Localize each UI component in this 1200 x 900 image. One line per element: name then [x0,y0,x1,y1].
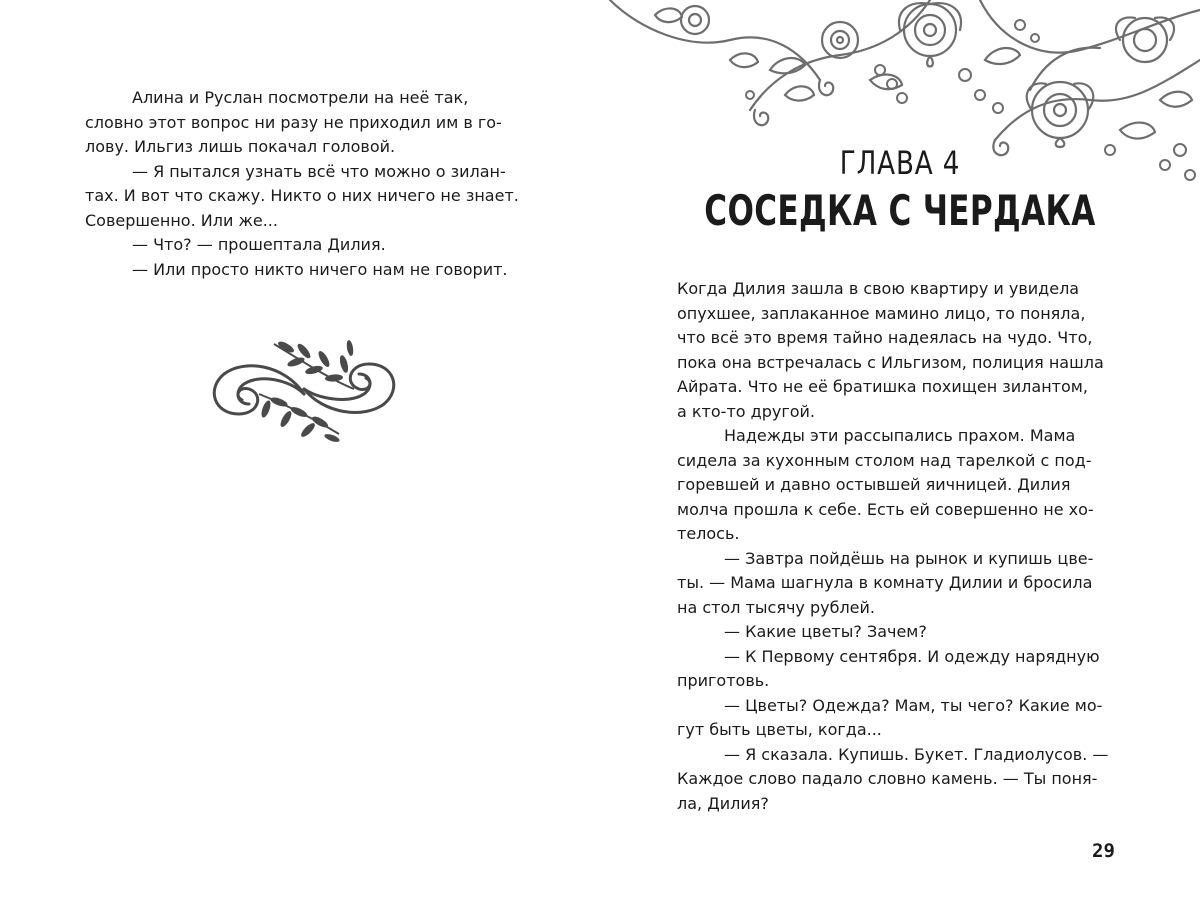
left-paragraph-1: Алина и Руслан посмотрели на неё так, словно этот вопрос ни разу не приходил им в го- лову. Ильгиз лишь покачал головой. [85,88,502,156]
right-page [600,0,1200,900]
right-paragraph-2: Надежды эти рассыпались прахом. Мама сидела за кухонным столом над тарелкой с под- горевшей и давно остывшей яичницей. Дилия молча прошла к себе. Есть ей совершенно не хо- телось. [677,426,1094,543]
right-paragraph-7: — Я сказала. Купишь. Букет. Гладиолусов. — Каждое слово падало словно камень. — Ты поня- ла, Дилия? [677,744,1109,813]
right-paragraph-5: — К Первому сентября. И одежду нарядную приготовь. [677,646,1100,690]
left-paragraph-4: — Или просто никто ничего нам не говорит. [132,259,508,279]
right-paragraph-4: — Какие цветы? Зачем? [724,622,927,641]
page-number: 29 [1092,840,1115,862]
chapter-title: СОСЕДКА С ЧЕРДАКА [704,186,1096,235]
right-paragraph-3: — Завтра пойдёшь на рынок и купишь цве- ты. — Мама шагнула в комнату Дилии и бросила на стол тысячу рублей. [677,548,1094,617]
leaf-scroll-ornament-icon [204,334,404,444]
left-paragraph-2: — Я пытался узнать всё что можно о зилан- тах. И вот что скажу. Никто о них ничего не знает. Совершенно. Или же... [85,161,519,230]
right-paragraph-1: Когда Дилия зашла в свою квартиру и увидела опухшее, заплаканное мамино лицо, то поняла, что всё это время тайно надеялась на чудо. Что, пока она встречалась с Ильгизом, полиция нашла Айрата. Что не её братишка похищен зилантом, а кто-то другой. [677,279,1104,421]
left-paragraph-3: — Что? — прошептала Дилия. [132,235,386,254]
chapter-label: ГЛАВА 4 [839,144,961,182]
right-paragraph-6: — Цветы? Одежда? Мам, ты чего? Какие мо- гут быть цветы, когда... [677,695,1103,739]
